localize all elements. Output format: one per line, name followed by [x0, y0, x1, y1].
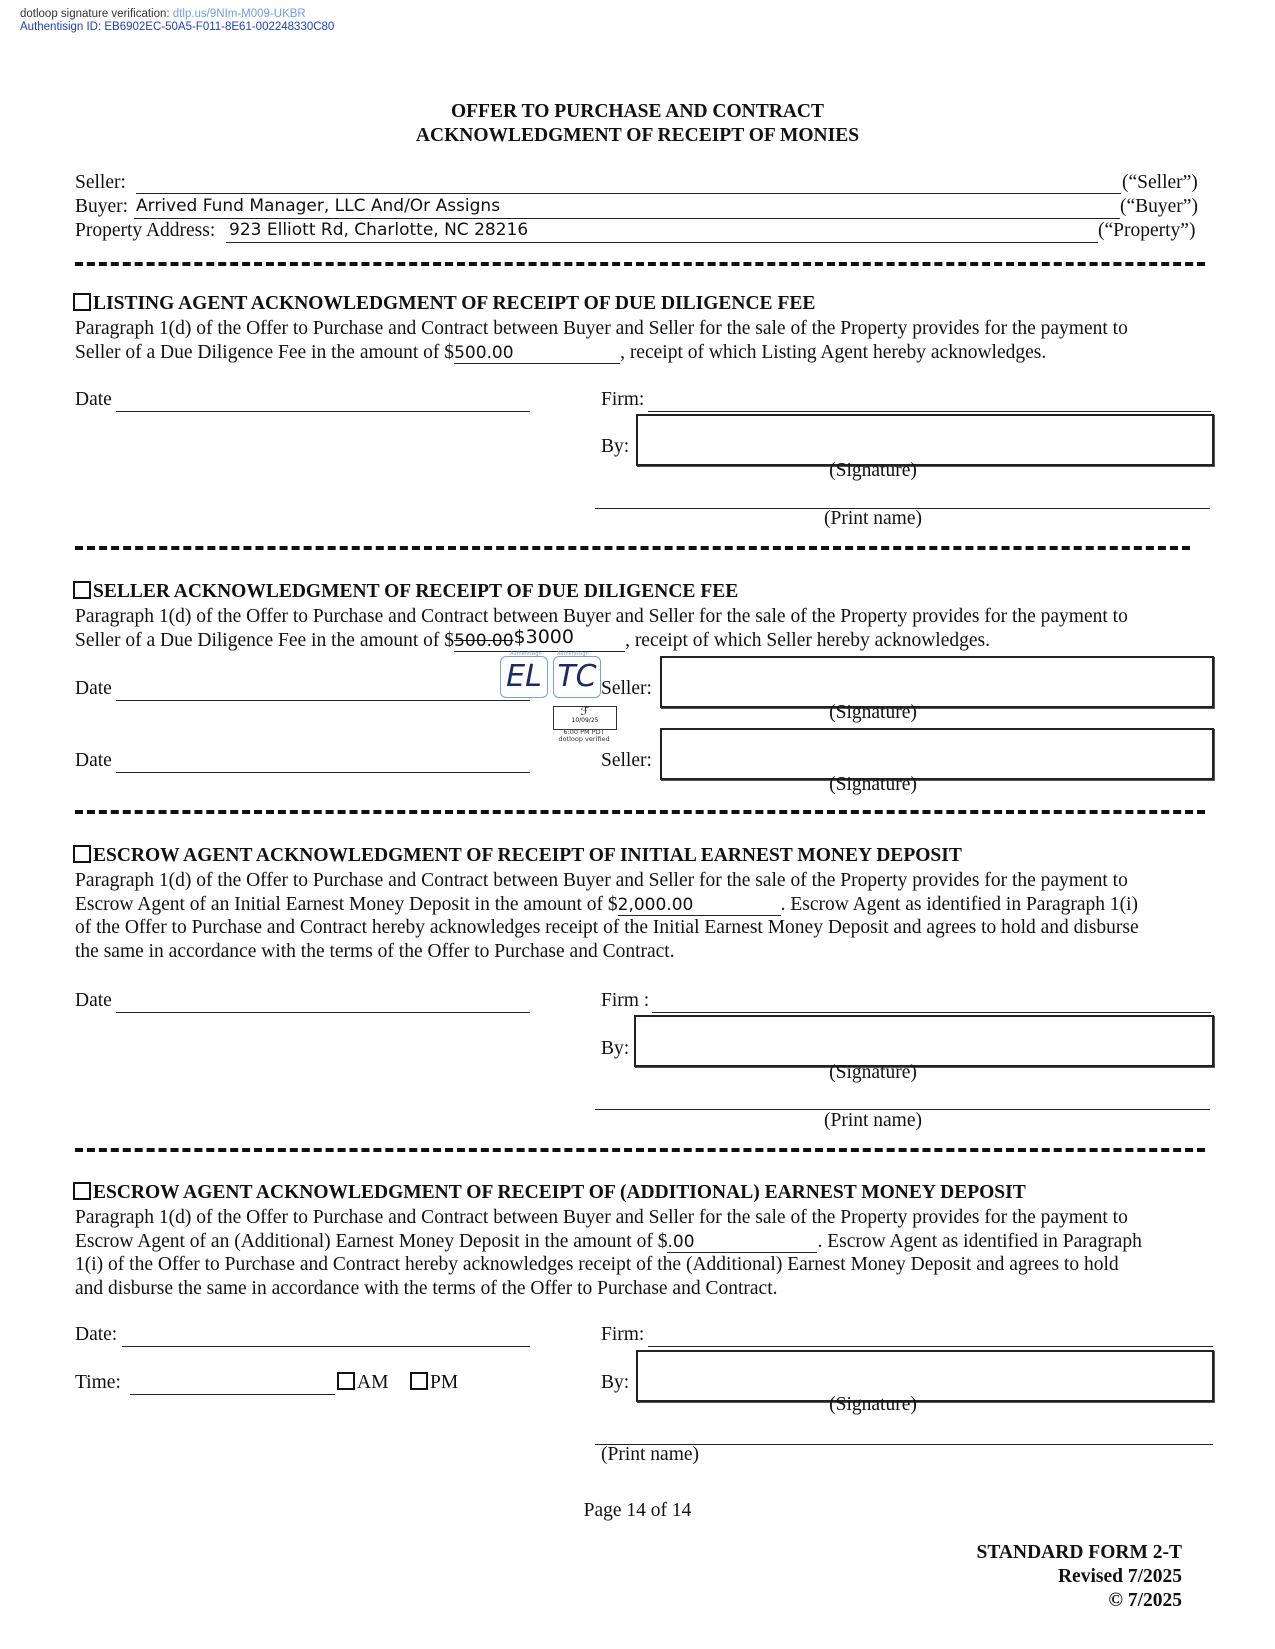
section4-signature-caption: (Signature)	[829, 1394, 917, 1415]
section2-seller2-label: Seller:	[601, 750, 652, 771]
section3-title: ESCROW AGENT ACKNOWLEDGMENT OF RECEIPT OF INITIAL EARNEST MONEY DEPOSIT	[93, 845, 962, 866]
section4-amount-field[interactable]: .00	[667, 1232, 817, 1253]
initials-auth-label-1: Authentisign	[510, 651, 542, 657]
document-title-line2: ACKNOWLEDGMENT OF RECEIPT OF MONIES	[415, 125, 860, 146]
seller-label: Seller:	[75, 172, 126, 193]
section2-paragraph	[75, 605, 1205, 652]
dotloop-stamp-date: 10/09/25	[571, 717, 599, 724]
section2-signature1-caption: (Signature)	[829, 702, 917, 723]
section4-paragraph	[75, 1206, 1205, 1300]
form-footer	[977, 1541, 1182, 1613]
section2-line2	[75, 625, 1205, 653]
pm-label: PM	[430, 1372, 459, 1393]
section3-heading	[73, 845, 962, 867]
section-divider	[75, 1148, 1205, 1152]
section4-date-field[interactable]	[122, 1346, 530, 1347]
section-divider	[75, 810, 1205, 814]
section4-line2-post: . Escrow Agent as identified in Paragraph	[817, 1230, 1142, 1252]
section4-line2	[75, 1230, 1205, 1254]
section4-firm-field[interactable]	[648, 1346, 1213, 1347]
form-name: STANDARD FORM 2-T	[976, 1542, 1182, 1563]
section4-print-name-caption: (Print name)	[601, 1444, 700, 1465]
dotloop-verification	[20, 8, 306, 21]
section1-title: LISTING AGENT ACKNOWLEDGMENT OF RECEIPT OF DUE DILIGENCE FEE	[93, 293, 816, 314]
section4-heading	[73, 1182, 1026, 1204]
section2-date1-label: Date	[75, 678, 112, 699]
section3-checkbox[interactable]	[73, 845, 91, 863]
section3-print-name-caption: (Print name)	[823, 1110, 922, 1131]
section2-amount-field[interactable]	[454, 625, 625, 652]
section-divider	[75, 546, 1190, 550]
section2-line2-pre: Seller of a Due Diligence Fee in the amount of $	[75, 629, 455, 651]
section2-date2-field[interactable]	[116, 772, 530, 773]
seller-field-line	[136, 193, 1121, 194]
section2-seller2-signature-box[interactable]	[660, 728, 1214, 780]
buyer-field[interactable]: Arrived Fund Manager, LLC And/Or Assigns	[136, 196, 501, 216]
section1-print-name-caption: (Print name)	[823, 508, 922, 529]
authentisign-id: Authentisign ID: EB6902EC-50A5-F011-8E61-002248330C80	[20, 21, 335, 33]
section4-firm-label: Firm:	[601, 1324, 645, 1345]
section1-signature-box[interactable]	[636, 414, 1214, 466]
section4-line2-pre: Escrow Agent of an (Additional) Earnest Money Deposit in the amount of $	[75, 1230, 668, 1252]
seller-suffix: (“Seller”)	[1122, 172, 1198, 193]
section4-checkbox[interactable]	[73, 1182, 91, 1200]
section1-line2-post: , receipt of which Listing Agent hereby acknowledges.	[620, 341, 1047, 363]
section1-date-field[interactable]	[116, 411, 530, 412]
section2-date1-field[interactable]	[116, 700, 530, 701]
section1-by-label: By:	[601, 436, 630, 457]
dotloop-stamp	[553, 706, 617, 730]
section1-line2-pre: Seller of a Due Diligence Fee in the amount of $	[75, 341, 455, 363]
property-field-line	[226, 242, 1098, 243]
section4-date-label: Date:	[75, 1324, 118, 1345]
section4-pm-option[interactable]	[410, 1372, 458, 1394]
verification-link[interactable]: dtlp.us/9NIm-M009-UKBR	[172, 8, 306, 20]
section1-firm-label: Firm:	[601, 389, 645, 410]
verification-label: dotloop signature verification:	[20, 8, 170, 20]
section3-line2-post: . Escrow Agent as identified in Paragraph 1(i)	[780, 893, 1139, 915]
section1-firm-field[interactable]	[648, 411, 1211, 412]
buyer-field-line	[134, 218, 1120, 219]
section2-amount-struck: 500.00	[454, 630, 514, 651]
section1-paragraph	[75, 317, 1205, 364]
section1-amount-field[interactable]: 500.00	[454, 343, 620, 364]
buyer-suffix: (“Buyer”)	[1120, 196, 1198, 217]
form-copyright: © 7/2025	[1108, 1590, 1182, 1611]
dotloop-logo-icon: ℱ	[580, 705, 590, 718]
section3-firm-label: Firm :	[601, 990, 650, 1011]
section1-date-label: Date	[75, 389, 112, 410]
section3-line1: Paragraph 1(d) of the Offer to Purchase and Contract between Buyer and Seller for the sale of the Property provides for the payment to	[75, 870, 1128, 891]
section1-checkbox[interactable]	[73, 293, 91, 311]
section2-title: SELLER ACKNOWLEDGMENT OF RECEIPT OF DUE DILIGENCE FEE	[93, 581, 739, 602]
section3-amount-field[interactable]: 2,000.00	[618, 895, 781, 916]
section2-checkbox[interactable]	[73, 581, 91, 599]
am-label: AM	[357, 1372, 389, 1393]
section4-title: ESCROW AGENT ACKNOWLEDGMENT OF RECEIPT OF (ADDITIONAL) EARNEST MONEY DEPOSIT	[93, 1182, 1026, 1203]
section3-signature-caption: (Signature)	[829, 1062, 917, 1083]
form-revised: Revised 7/2025	[1057, 1566, 1182, 1587]
section3-by-label: By:	[601, 1038, 630, 1059]
section4-line4: and disburse the same in accordance with the terms of the Offer to Purchase and Contract.	[75, 1277, 778, 1299]
section2-line1: Paragraph 1(d) of the Offer to Purchase and Contract between Buyer and Seller for the sale of the Property provides for the payment to	[75, 606, 1128, 627]
pm-checkbox[interactable]	[410, 1372, 428, 1390]
seller-initials-1[interactable]: EL	[500, 656, 548, 698]
section3-signature-box[interactable]	[634, 1015, 1214, 1067]
section2-line2-post: , receipt of which Seller hereby acknowledges.	[625, 629, 991, 651]
am-checkbox[interactable]	[337, 1372, 355, 1390]
property-suffix: (“Property”)	[1098, 220, 1196, 241]
section2-seller1-signature-box[interactable]	[660, 656, 1214, 708]
section4-line1: Paragraph 1(d) of the Offer to Purchase and Contract between Buyer and Seller for the sale of the Property provides for the payment to	[75, 1207, 1128, 1228]
section1-line1: Paragraph 1(d) of the Offer to Purchase and Contract between Buyer and Seller for the sale of the Property provides for the payment to	[75, 318, 1128, 339]
section4-time-label: Time:	[75, 1372, 121, 1393]
section3-line3: of the Offer to Purchase and Contract hereby acknowledges receipt of the Initial Earnest Money Deposit and agrees to hold and disburse	[75, 917, 1139, 939]
section3-paragraph	[75, 869, 1205, 963]
section3-firm-field[interactable]	[652, 1012, 1211, 1013]
section3-line2-pre: Escrow Agent of an Initial Earnest Money Deposit in the amount of $	[75, 893, 618, 915]
section2-amount-new: $3000	[513, 625, 574, 648]
section3-date-field[interactable]	[116, 1012, 530, 1013]
section4-time-field[interactable]	[130, 1394, 335, 1395]
section2-date2-label: Date	[75, 750, 112, 771]
section3-line4: the same in accordance with the terms of the Offer to Purchase and Contract.	[75, 940, 675, 962]
property-field[interactable]: 923 Elliott Rd, Charlotte, NC 28216	[229, 220, 529, 240]
section-divider	[75, 262, 1205, 266]
section2-seller1-label: Seller:	[601, 678, 652, 699]
section2-heading	[73, 581, 738, 603]
section4-by-label: By:	[601, 1372, 630, 1393]
section4-line3: 1(i) of the Offer to Purchase and Contract hereby acknowledges receipt of the (Additional) Earnest Money Deposit and agrees to hold	[75, 1254, 1119, 1276]
property-label: Property Address:	[75, 220, 216, 241]
dotloop-stamp-time: 6:00 PM PDT	[563, 728, 605, 736]
document-title-line1: OFFER TO PURCHASE AND CONTRACT	[450, 101, 825, 122]
section1-line2	[75, 341, 1205, 365]
dotloop-stamp-verified: dotloop verified	[558, 735, 610, 743]
section1-heading	[73, 293, 815, 315]
buyer-label: Buyer:	[75, 196, 129, 217]
seller-initials-2[interactable]: TC	[553, 656, 601, 698]
page-number: Page 14 of 14	[583, 1500, 692, 1521]
initials-auth-label-2: Authentisign	[557, 651, 589, 657]
section2-signature2-caption: (Signature)	[829, 774, 917, 795]
section4-am-option[interactable]	[337, 1372, 388, 1394]
section3-date-label: Date	[75, 990, 112, 1011]
section1-signature-caption: (Signature)	[829, 460, 917, 481]
section3-line2	[75, 893, 1205, 917]
